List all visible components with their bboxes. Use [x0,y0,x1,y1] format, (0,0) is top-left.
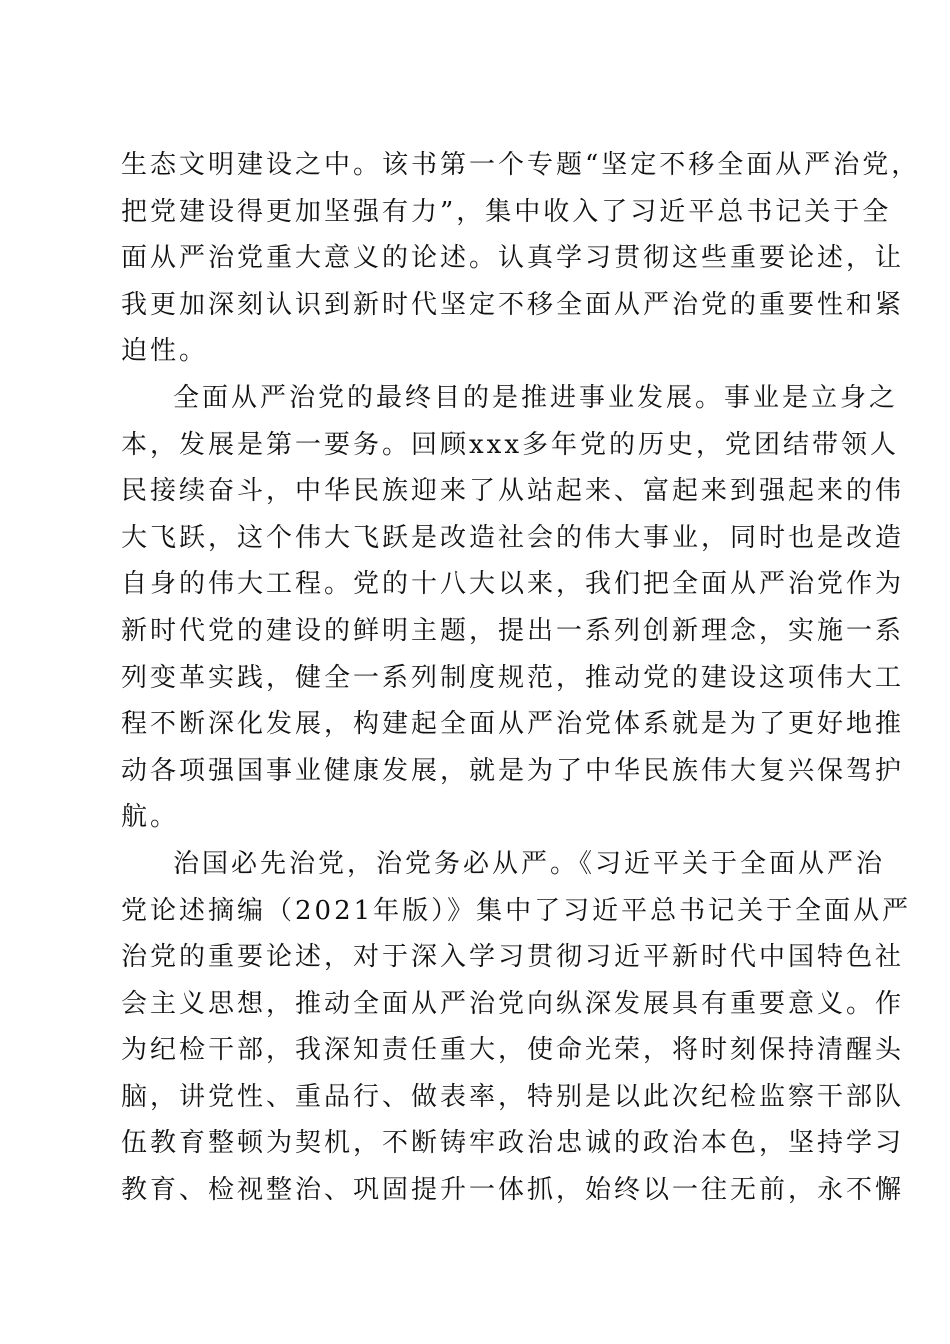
text-line: 把党建设得更加坚强有力”，集中收入了习近平总书记关于全 [121,196,892,227]
text-line: 伍教育整顿为契机，不断铸牢政治忠诚的政治本色，坚持学习 [121,1128,905,1159]
text-line: 为纪检干部，我深知责任重大，使命光荣，将时刻保持清醒头 [121,1035,905,1066]
text-line: 本，发展是第一要务。回顾xxx多年党的历史，党团结带领人 [121,429,899,460]
text-line: 生态文明建设之中。该书第一个专题“坚定不移全面从严治党， [121,150,921,180]
text-line: 民接续奋斗，中华民族迎来了从站起来、富起来到强起来的伟 [121,476,905,507]
text-line: 脑，讲党性、重品行、做表率，特别是以此次纪检监察干部队 [121,1081,905,1112]
paragraph-1 [121,142,921,374]
paragraph-2 [121,375,905,840]
text-line: 面从严治党重大意义的论述。认真学习贯彻这些重要论述，让 [121,243,905,274]
text-line: 迫性。 [121,336,209,367]
body-text [121,142,921,1214]
text-line: 党论述摘编（2021年版）》集中了习近平总书记关于全面从严 [121,895,912,926]
text-line: 教育、检视整治、巩固提升一体抓，始终以一往无前，永不懈 [121,1175,905,1206]
text-line: 新时代党的建设的鲜明主题，提出一系列创新理念，实施一系 [121,615,905,646]
text-line: 治党的重要论述，对于深入学习贯彻习近平新时代中国特色社 [121,942,905,973]
text-line: 自身的伟大工程。党的十八大以来，我们把全面从严治党作为 [121,569,905,600]
text-line: 我更加深刻认识到新时代坚定不移全面从严治党的重要性和紧 [121,289,905,320]
text-line: 航。 [121,802,180,833]
text-line: 动各项强国事业健康发展，就是为了中华民族伟大复兴保驾护 [121,755,905,786]
text-line: 全面从严治党的最终目的是推进事业发展。事业是立身之 [173,382,899,413]
text-line: 治国必先治党，治党务必从严。《习近平关于全面从严治 [173,848,886,879]
text-line: 会主义思想，推动全面从严治党向纵深发展具有重要意义。作 [121,988,905,1019]
text-line: 大飞跃，这个伟大飞跃是改造社会的伟大事业，同时也是改造 [121,522,905,553]
paragraph-3 [121,841,912,1213]
text-line: 列变革实践，健全一系列制度规范，推动党的建设这项伟大工 [121,662,905,693]
text-line: 程不断深化发展，构建起全面从严治党体系就是为了更好地推 [121,709,905,740]
